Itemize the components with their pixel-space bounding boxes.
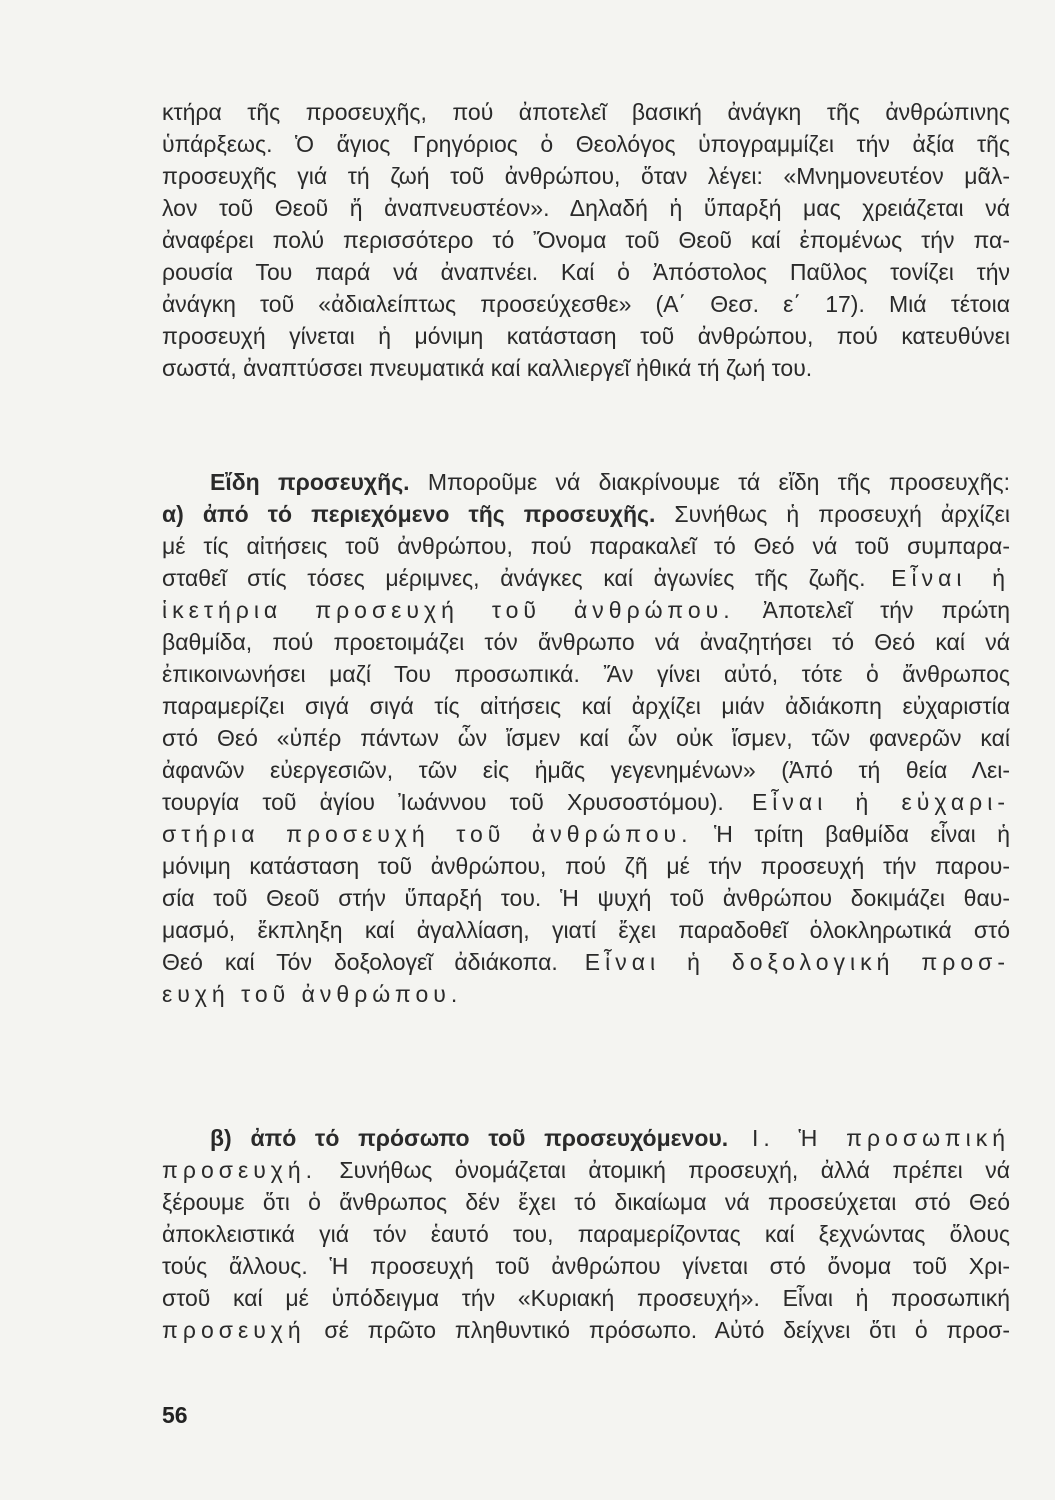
section-heading-prayer-types: Εἴδη προσευχῆς. (210, 469, 410, 495)
text-line: ἱκετήρια προσευχή τοῦ ἀνθρώπου. Ἀποτελεῖ τήν πρώτη (162, 597, 1010, 623)
text-line: ἐπικοινωνήσει μαζί Του προσωπικά. Ἄν γίνει αὐτό, τότε ὁ ἄνθρωπος (162, 661, 1010, 687)
text-line: ξέρουμε ὅτι ὁ ἄνθρωπος δέν ἔχει τό δικαίωμα νά προσεύχεται στό Θεό (162, 1189, 1010, 1215)
text-line: ὑπάρξεως. Ὁ ἅγιος Γρηγόριος ὁ Θεολόγος ὑπογραμμίζει τήν ἀξία τῆς (162, 131, 1010, 157)
paragraph-prayer-necessity (162, 96, 1010, 384)
text-line: ἀφανῶν εὐεργεσιῶν, τῶν εἰς ἡμᾶς γεγενημένων» (Ἀπό τή θεία Λει- (162, 757, 1010, 783)
text-line: μόνιμη κατάσταση τοῦ ἀνθρώπου, πού ζῆ μέ τήν προσευχή τήν παρου- (162, 853, 1010, 879)
text-line: τουργία τοῦ ἁγίου Ἰωάννου τοῦ Χρυσοστόμου). Εἶναι ἡ εὐχαρι- (162, 789, 1010, 815)
text-line: α) ἀπό τό περιεχόμενο τῆς προσευχῆς. Συνήθως ἡ προσευχή ἀρχίζει (162, 501, 1010, 527)
text-line: ἀναφέρει πολύ περισσότερο τό Ὄνομα τοῦ Θεοῦ καί ἐπομένως τήν πα- (162, 227, 1010, 253)
text-line: σωστά, ἀναπτύσσει πνευματικά καί καλλιεργεῖ ἠθικά τή ζωή του. (162, 355, 813, 381)
text-line: στό Θεό «ὑπέρ πάντων ὧν ἴσμεν καί ὧν οὐκ ἴσμεν, τῶν φανερῶν καί (162, 725, 1010, 751)
text-line: στοῦ καί μέ ὑπόδειγμα τήν «Κυριακή προσευχή». Εἶναι ἡ προσωπική (162, 1285, 1010, 1311)
text-line: τούς ἄλλους. Ἡ προσευχή τοῦ ἀνθρώπου γίνεται στό ὄνομα τοῦ Χρι- (162, 1253, 1010, 1279)
text-line: μέ τίς αἰτήσεις τοῦ ἀνθρώπου, πού παρακαλεῖ τό Θεό νά τοῦ συμπαρα- (162, 533, 1010, 559)
text-line: προσευχή γίνεται ἡ μόνιμη κατάσταση τοῦ ἀνθρώπου, πού κατευθύνει (162, 323, 1010, 349)
text-line: ρουσία Του παρά νά ἀναπνέει. Καί ὁ Ἀπόστολος Παῦλος τονίζει τήν (162, 259, 1010, 285)
term-supplicatory-prayer: ἱκετήρια προσευχή τοῦ ἀνθρώπου. (162, 597, 735, 623)
text-line: προσευχή σέ πρῶτο πληθυντικό πρόσωπο. Αὐτό δείχνει ὅτι ὁ προσ- (162, 1317, 1010, 1343)
term-prayer: προσευχή (162, 1317, 306, 1343)
text-line: βαθμίδα, πού προετοιμάζει τόν ἄνθρωπο νά ἀναζητήσει τό Θεό καί νά (162, 629, 1010, 655)
paragraph-prayer-types (162, 466, 1010, 1010)
subheading-by-content: α) ἀπό τό περιεχόμενο τῆς προσευχῆς. (162, 501, 656, 527)
text-line: στήρια προσευχή τοῦ ἀνθρώπου. Ἡ τρίτη βαθμίδα εἶναι ἡ (162, 821, 1010, 847)
page-number: 56 (162, 1402, 188, 1428)
text-line: Εἴδη προσευχῆς. Μποροῦμε νά διακρίνουμε τά εἴδη τῆς προσευχῆς: (210, 469, 1011, 495)
text-line: προσευχή. Συνήθως ὀνομάζεται ἀτομική προσευχή, ἀλλά πρέπει νά (162, 1157, 1010, 1183)
text-line: λον τοῦ Θεοῦ ἤ ἀναπνευστέον». Δηλαδή ἡ ὕπαρξή μας χρειάζεται νά (162, 195, 1010, 221)
term-personal-prayer: προσευχή. (162, 1157, 318, 1183)
term-doxological-prayer: ευχή τοῦ ἀνθρώπου. (162, 981, 463, 1007)
text-line: προσευχῆς γιά τή ζωή τοῦ ἀνθρώπου, ὅταν λέγει: «Μνημονευτέον μᾶλ- (162, 163, 1010, 189)
text-line: μασμό, ἔκπληξη καί ἀγαλλίαση, γιατί ἔχει παραδοθεῖ ὁλοκληρωτικά στό (162, 917, 1010, 943)
text-line: κτήρα τῆς προσευχῆς, πού ἀποτελεῖ βασική ἀνάγκη τῆς ἀνθρώπινης (162, 99, 1010, 125)
paragraph-by-person (162, 1122, 1010, 1346)
text-line: σταθεῖ στίς τόσες μέριμνες, ἀνάγκες καί ἀγωνίες τῆς ζωῆς. Εἶναι ἡ (162, 565, 1010, 591)
term-eucharistic-prayer: στήρια προσευχή τοῦ ἀνθρώπου. (162, 821, 693, 847)
text-line: ἀποκλειστικά γιά τόν ἑαυτό του, παραμερίζοντας καί ξεχνώντας ὅλους (162, 1221, 1010, 1247)
text-line (162, 978, 1010, 1010)
text-line: β) ἀπό τό πρόσωπο τοῦ προσευχόμενου. Ι. Ἡ προσωπική (210, 1125, 1010, 1151)
text-line: παραμερίζει σιγά σιγά τίς αἰτήσεις καί ἀρχίζει μιάν ἀδιάκοπη εὐχαριστία (162, 693, 1010, 719)
text-line: Θεό καί Τόν δοξολογεῖ ἀδιάκοπα. Εἶναι ἡ δοξολογική προσ- (162, 949, 1010, 975)
text-line: ἀνάγκη τοῦ «ἀδιαλείπτως προσεύχεσθε» (Α΄ Θεσ. ε΄ 17). Μιά τέτοια (162, 291, 1010, 317)
text-line: σία τοῦ Θεοῦ στήν ὕπαρξή του. Ἡ ψυχή τοῦ ἀνθρώπου δοκιμάζει θαυ- (162, 885, 1010, 911)
subheading-by-person: β) ἀπό τό πρόσωπο τοῦ προσευχόμενου. (210, 1125, 729, 1151)
